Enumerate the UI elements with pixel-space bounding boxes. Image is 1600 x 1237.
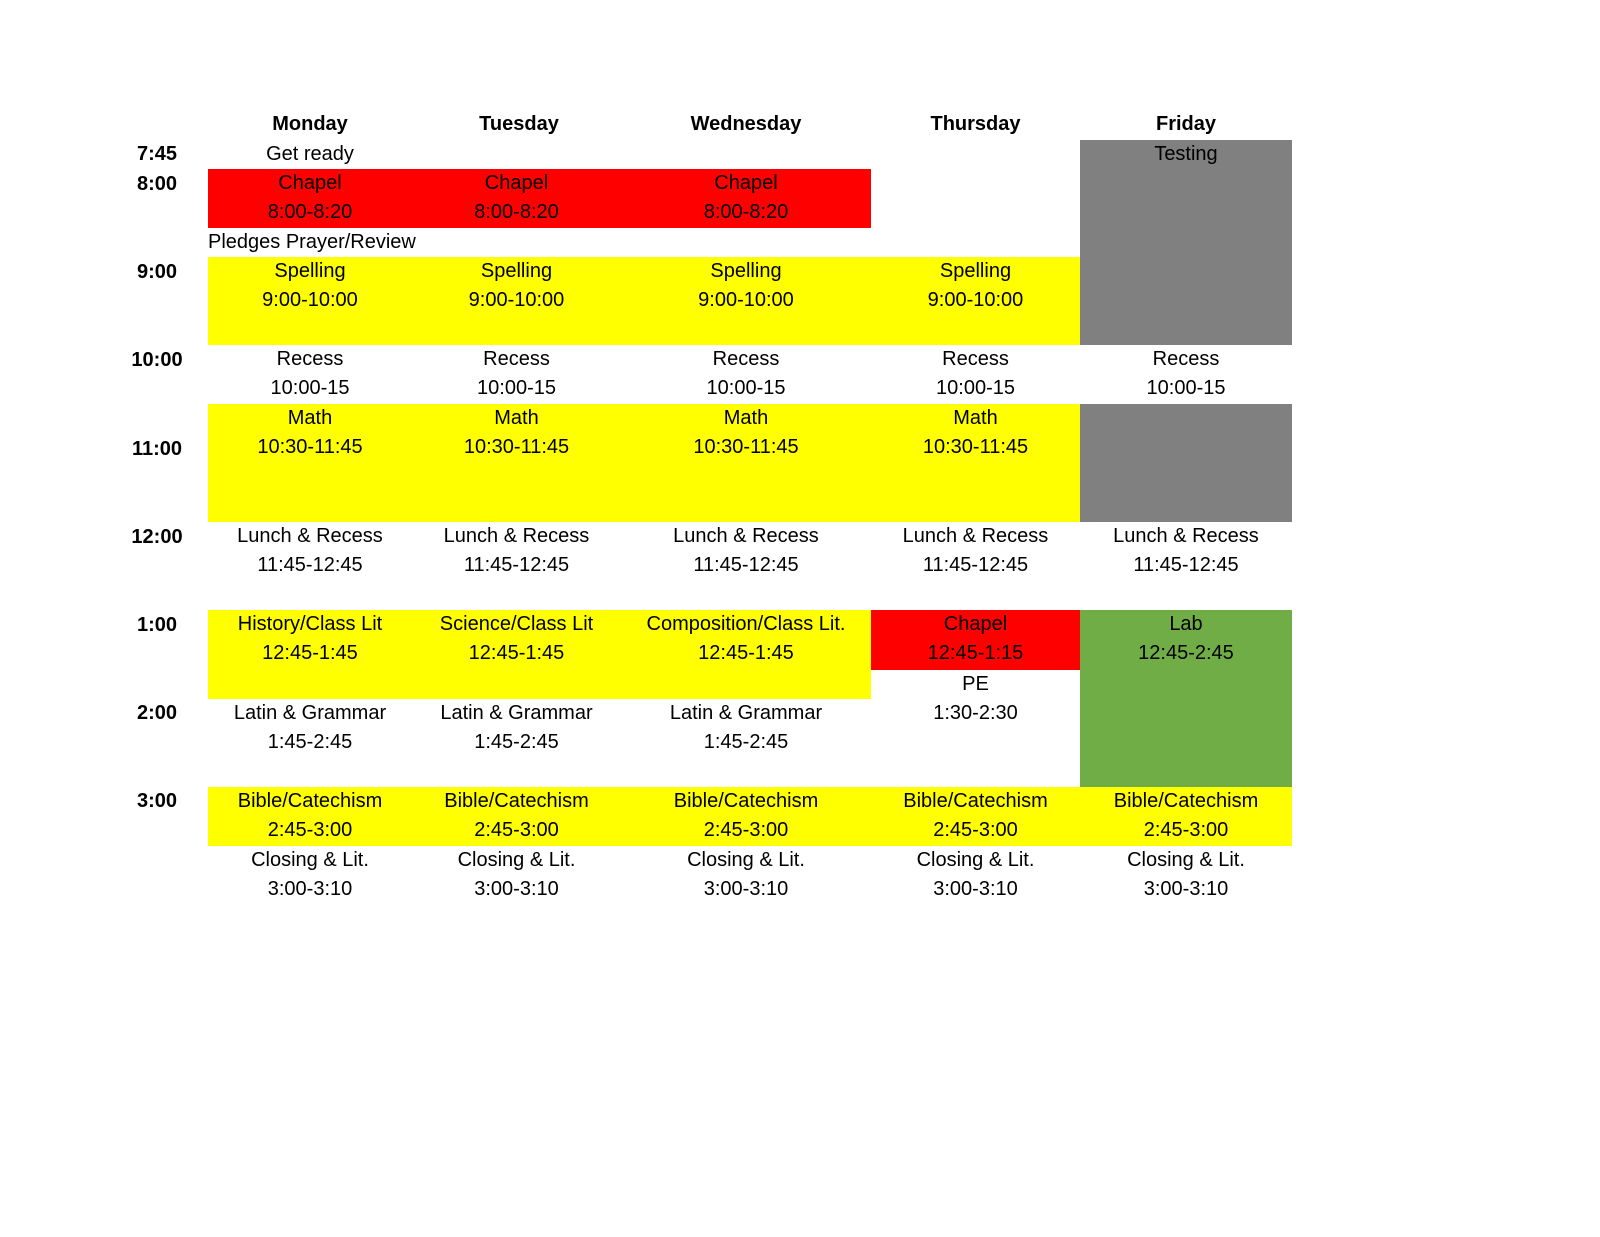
cell-time: 1:45-2:45 bbox=[703, 731, 789, 753]
cell-title: Lunch & Recess bbox=[902, 525, 1049, 547]
bible-block-monday bbox=[208, 787, 412, 846]
bible-block-wednesday bbox=[621, 787, 871, 846]
cell-title: Lunch & Recess bbox=[673, 525, 819, 547]
lunch-block-thursday bbox=[871, 522, 1080, 610]
cell-time: 10:30-11:45 bbox=[922, 436, 1029, 458]
recess-block-wednesday bbox=[621, 345, 871, 404]
cell-title: Math bbox=[494, 407, 539, 429]
cell-title: Lunch & Recess bbox=[1113, 525, 1259, 547]
cell-title: Spelling bbox=[480, 260, 553, 282]
cell-time: 11:45-12:45 bbox=[1133, 554, 1239, 576]
cell-time: 2:45-3:00 bbox=[1143, 819, 1229, 841]
afternoon-block-monday bbox=[208, 610, 412, 699]
spelling-block-wednesday bbox=[621, 257, 871, 345]
cell-title: Recess bbox=[942, 348, 1009, 370]
pe-block-thursday bbox=[871, 670, 1080, 729]
cell-time: 2:45-3:00 bbox=[267, 819, 353, 841]
cell-time: 11:45-12:45 bbox=[463, 554, 570, 576]
gray-block-friday bbox=[1080, 404, 1292, 522]
cell-time: 10:00-15 bbox=[706, 377, 786, 399]
recess-block-thursday bbox=[871, 345, 1080, 404]
cell-title: Closing & Lit. bbox=[916, 849, 1035, 871]
cell-title: Lab bbox=[1169, 613, 1203, 635]
spelling-block-tuesday bbox=[412, 257, 621, 345]
lunch-block-wednesday bbox=[621, 522, 871, 610]
chapel-block-tuesday bbox=[412, 169, 621, 228]
day-header-thursday: Thursday bbox=[930, 113, 1021, 135]
closing-block-thursday bbox=[871, 846, 1080, 905]
cell-title: Spelling bbox=[274, 260, 346, 282]
day-header-friday: Friday bbox=[1155, 113, 1217, 135]
cell-title: Lunch & Recess bbox=[443, 525, 590, 547]
cell-time: 3:00-3:10 bbox=[267, 878, 353, 900]
latin-block-tuesday bbox=[412, 699, 621, 787]
testing-block-friday bbox=[1080, 140, 1292, 345]
afternoon-block-wednesday bbox=[621, 610, 871, 699]
cell-title: Latin & Grammar bbox=[440, 702, 593, 724]
cell-title: Closing & Lit. bbox=[687, 849, 805, 871]
get-ready-cell bbox=[208, 140, 412, 169]
time-label: 8:00 bbox=[136, 173, 178, 195]
cell-title: Closing & Lit. bbox=[457, 849, 576, 871]
cell-title: Latin & Grammar bbox=[233, 702, 387, 724]
cell-title: Science/Class Lit bbox=[439, 613, 594, 635]
cell-title: Chapel bbox=[943, 613, 1008, 635]
cell-time: 10:00-15 bbox=[1146, 377, 1226, 399]
cell-title: Recess bbox=[483, 348, 550, 370]
cell-title: History/Class Lit bbox=[237, 613, 383, 635]
cell-title: Math bbox=[287, 407, 333, 429]
cell-time: 2:45-3:00 bbox=[703, 819, 789, 841]
cell-title: Bible/Catechism bbox=[903, 790, 1048, 812]
cell-title: Bible/Catechism bbox=[1113, 790, 1259, 812]
day-header-monday: Monday bbox=[272, 113, 348, 135]
cell-title: Recess bbox=[1152, 348, 1220, 370]
math-block-monday bbox=[208, 404, 412, 522]
cell-time: 12:45-1:45 bbox=[262, 642, 358, 664]
cell-time: 10:00-15 bbox=[270, 377, 350, 399]
time-label: 1:00 bbox=[136, 614, 178, 636]
cell-title: Composition/Class Lit. bbox=[646, 613, 846, 635]
recess-block-friday bbox=[1080, 345, 1292, 404]
time-label: 7:45 bbox=[136, 143, 178, 165]
cell-time: 11:45-12:45 bbox=[257, 554, 363, 576]
cell-title: Bible/Catechism bbox=[673, 790, 819, 812]
cell-title: Math bbox=[723, 407, 769, 429]
cell-time: 10:00-15 bbox=[936, 377, 1015, 399]
chapel-block-wednesday bbox=[621, 169, 871, 228]
cell-title: Chapel bbox=[714, 172, 778, 194]
lunch-block-tuesday bbox=[412, 522, 621, 610]
cell-title: PE bbox=[962, 673, 989, 695]
cell-title: Recess bbox=[712, 348, 780, 370]
cell-time: 10:30-11:45 bbox=[257, 436, 363, 458]
spelling-block-thursday bbox=[871, 257, 1080, 345]
cell-time: 10:30-11:45 bbox=[463, 436, 570, 458]
closing-block-monday bbox=[208, 846, 412, 905]
bible-block-thursday bbox=[871, 787, 1080, 846]
cell-title: Get ready bbox=[266, 143, 354, 165]
cell-time: 9:00-10:00 bbox=[698, 289, 794, 311]
cell-time: 12:45-1:45 bbox=[698, 642, 794, 664]
cell-time: 2:45-3:00 bbox=[933, 819, 1018, 841]
math-block-tuesday bbox=[412, 404, 621, 522]
cell-title: Spelling bbox=[939, 260, 1012, 282]
time-label: 3:00 bbox=[136, 790, 178, 812]
closing-block-tuesday bbox=[412, 846, 621, 905]
cell-time: 8:00-8:20 bbox=[703, 201, 789, 223]
cell-time: 9:00-10:00 bbox=[468, 289, 565, 311]
lunch-block-monday bbox=[208, 522, 412, 610]
cell-title: Math bbox=[953, 407, 998, 429]
cell-title: Closing & Lit. bbox=[1127, 849, 1245, 871]
cell-time: 1:45-2:45 bbox=[474, 731, 559, 753]
chapel-block-thursday bbox=[871, 610, 1080, 670]
closing-block-friday bbox=[1080, 846, 1292, 905]
time-label: 2:00 bbox=[136, 702, 178, 724]
cell-time: 12:45-2:45 bbox=[1138, 642, 1234, 664]
time-label: 9:00 bbox=[136, 261, 178, 283]
cell-title: Spelling bbox=[710, 260, 782, 282]
math-block-thursday bbox=[871, 404, 1080, 522]
cell-time: 1:30-2:30 bbox=[933, 702, 1018, 724]
afternoon-block-tuesday bbox=[412, 610, 621, 699]
spelling-block-monday bbox=[208, 257, 412, 345]
cell-time: 10:00-15 bbox=[477, 377, 556, 399]
cell-time: 3:00-3:10 bbox=[933, 878, 1018, 900]
lunch-block-friday bbox=[1080, 522, 1292, 610]
chapel-block-monday bbox=[208, 169, 412, 228]
lab-block-friday bbox=[1080, 610, 1292, 787]
cell-title: Bible/Catechism bbox=[444, 790, 589, 812]
cell-title: Lunch & Recess bbox=[237, 525, 383, 547]
latin-block-monday bbox=[208, 699, 412, 787]
cell-title: Chapel bbox=[484, 172, 549, 194]
cell-title: Closing & Lit. bbox=[251, 849, 369, 871]
bible-block-tuesday bbox=[412, 787, 621, 846]
cell-time: 12:45-1:45 bbox=[468, 642, 565, 664]
cell-title: Bible/Catechism bbox=[237, 790, 383, 812]
cell-time: 3:00-3:10 bbox=[1143, 878, 1229, 900]
cell-time: 3:00-3:10 bbox=[474, 878, 559, 900]
cell-title: Recess bbox=[276, 348, 344, 370]
cell-time: 8:00-8:20 bbox=[267, 201, 353, 223]
time-label: 12:00 bbox=[131, 526, 183, 548]
math-block-wednesday bbox=[621, 404, 871, 522]
cell-time: 9:00-10:00 bbox=[927, 289, 1024, 311]
cell-time: 11:45-12:45 bbox=[922, 554, 1029, 576]
cell-time: 11:45-12:45 bbox=[693, 554, 799, 576]
cell-time: 3:00-3:10 bbox=[703, 878, 789, 900]
time-label: 11:00 bbox=[131, 438, 183, 460]
cell-title: Chapel bbox=[278, 172, 342, 194]
closing-block-wednesday bbox=[621, 846, 871, 905]
time-label: 10:00 bbox=[131, 349, 183, 371]
recess-block-monday bbox=[208, 345, 412, 404]
day-header-wednesday: Wednesday bbox=[690, 113, 802, 135]
cell-time: 1:45-2:45 bbox=[267, 731, 353, 753]
day-header-tuesday: Tuesday bbox=[479, 113, 559, 135]
pledges-prayer-review: Pledges Prayer/Review bbox=[208, 231, 416, 253]
bible-block-friday bbox=[1080, 787, 1292, 846]
cell-title: Testing bbox=[1154, 143, 1218, 165]
latin-block-wednesday bbox=[621, 699, 871, 787]
recess-block-tuesday bbox=[412, 345, 621, 404]
cell-time: 8:00-8:20 bbox=[474, 201, 559, 223]
cell-time: 12:45-1:15 bbox=[927, 642, 1024, 664]
cell-time: 10:30-11:45 bbox=[693, 436, 799, 458]
cell-time: 9:00-10:00 bbox=[262, 289, 358, 311]
cell-time: 2:45-3:00 bbox=[474, 819, 559, 841]
cell-title: Latin & Grammar bbox=[669, 702, 823, 724]
